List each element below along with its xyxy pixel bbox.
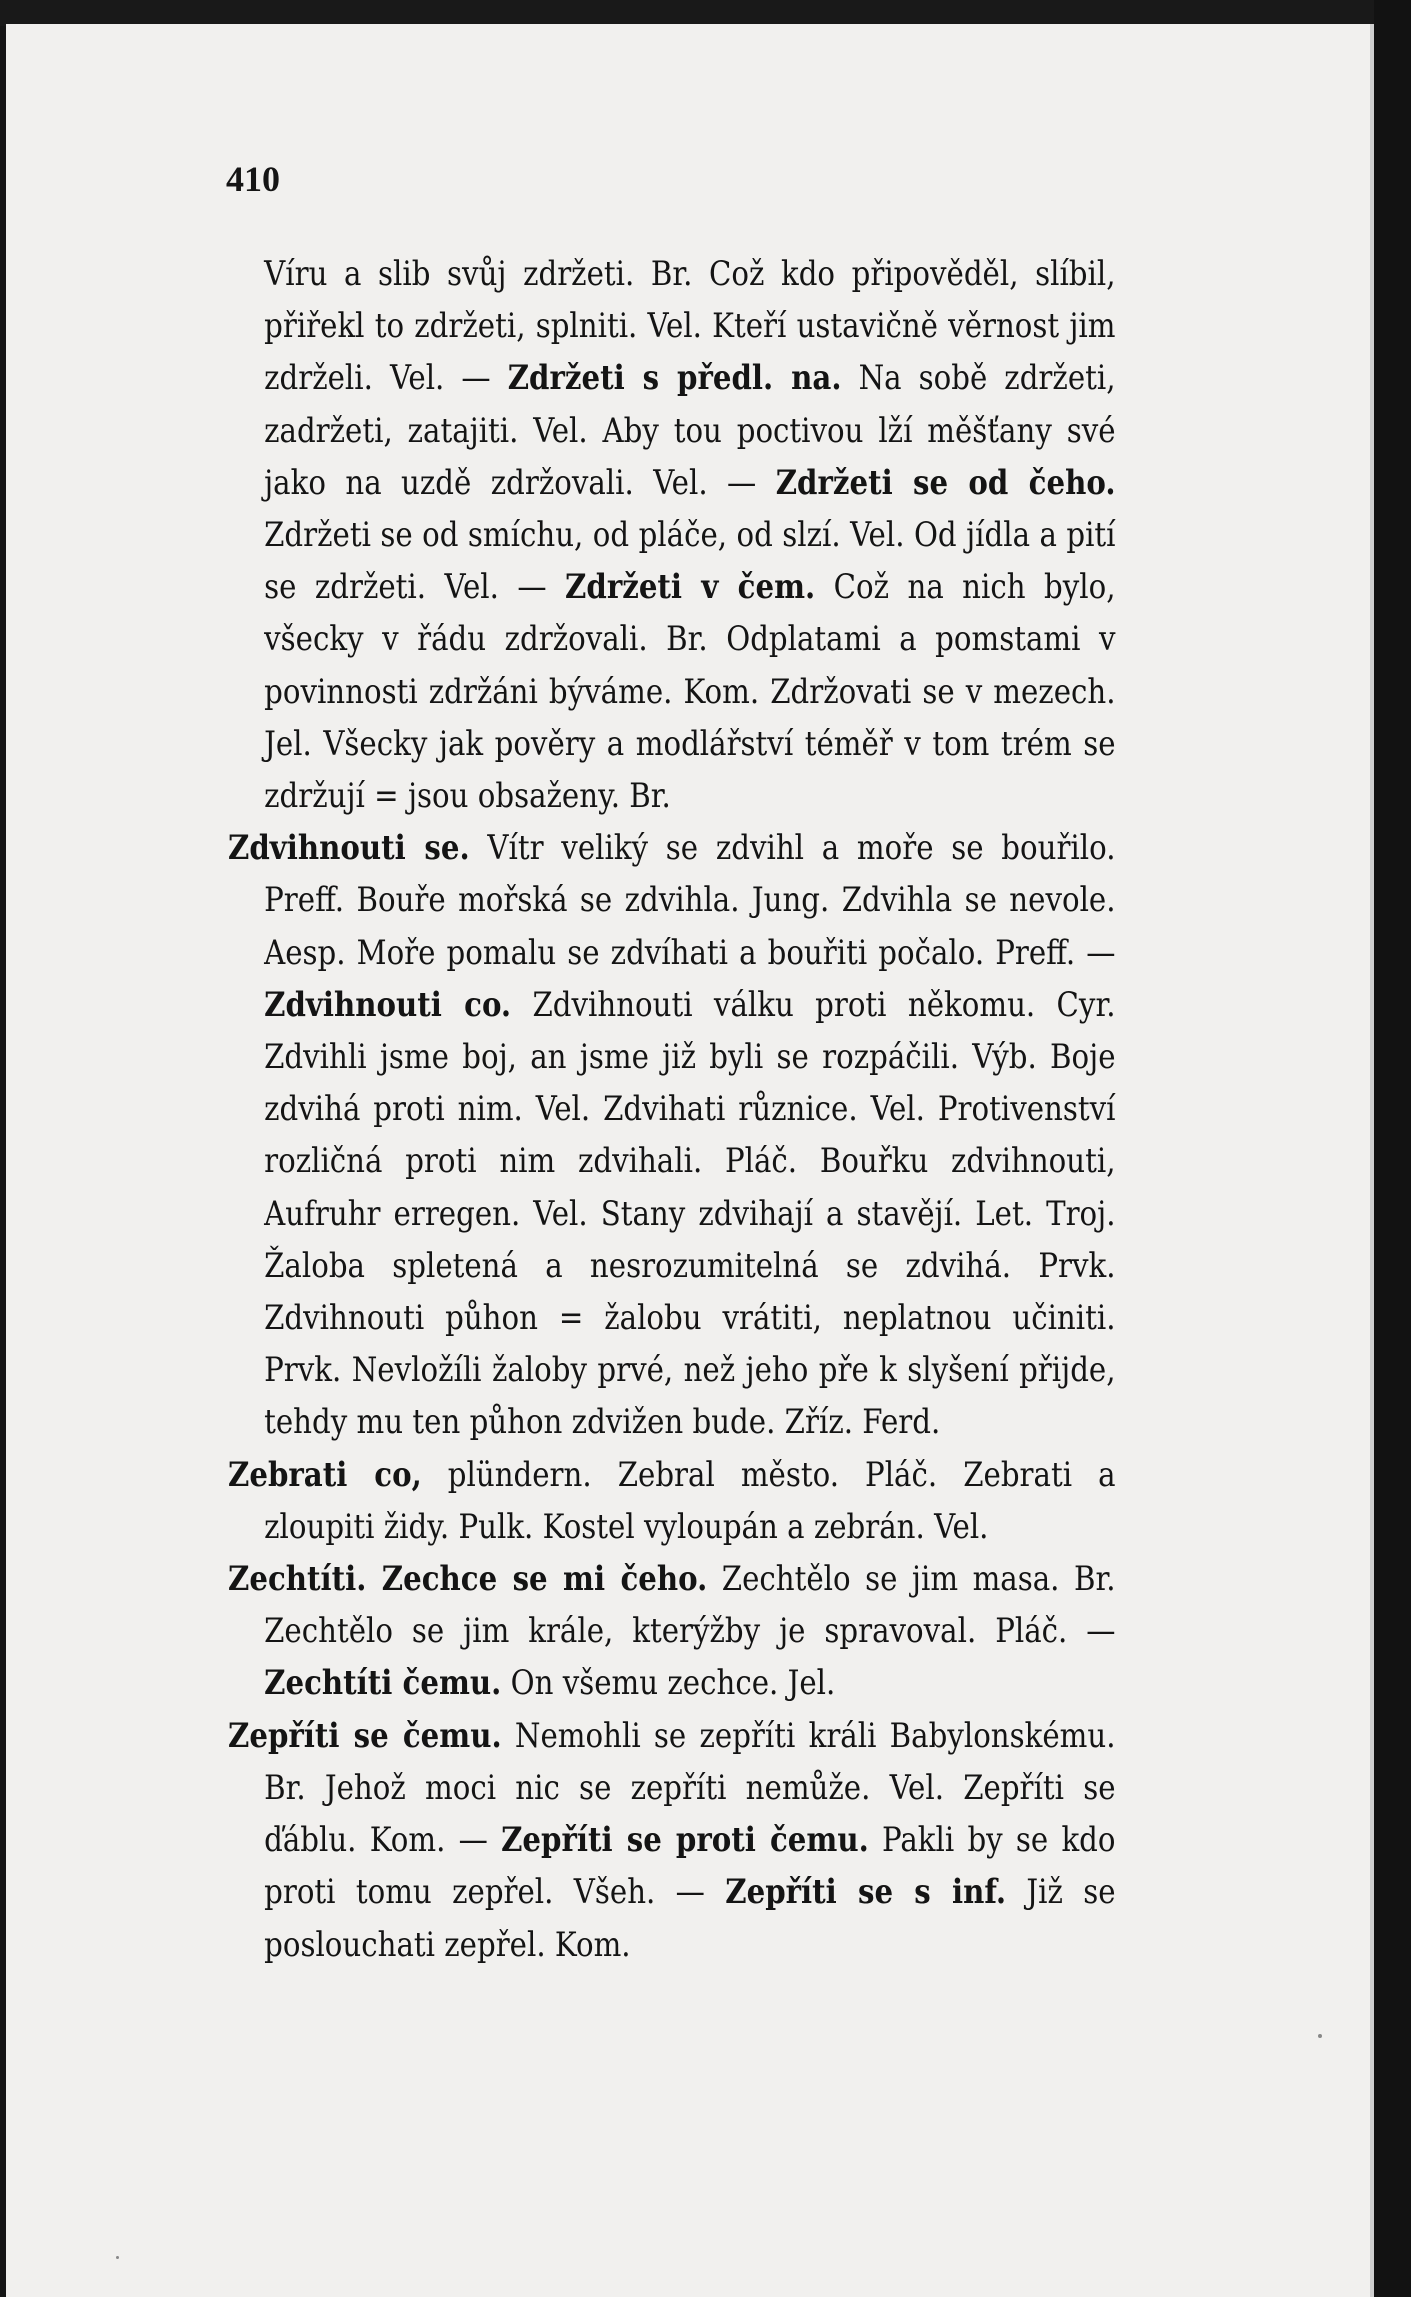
entry-headword: Zdvihnouti se. (228, 828, 470, 869)
entry-text: On všemu zechce. Jel. (501, 1663, 836, 1704)
entry-headword: Zebrati co, (228, 1454, 422, 1495)
entry-headword: Zechtíti čemu. (264, 1663, 502, 1704)
entry-text: Nemohli se zepříti králi Babylonskému. Br. Jehož moci nic se zepříti nemůže. Vel. Zepříti se ďáblu. Kom. — (264, 1715, 1116, 1861)
entry-text: Zdržeti se od smíchu, od pláče, od slzí. Vel. Od jídla a pití se zdržeti. Vel. — (264, 515, 1116, 608)
entry-headword: Zechtíti. Zechce se mi čeho. (228, 1559, 708, 1600)
entry-text: Víru a slib svůj zdržeti. Br. Což kdo připověděl, slíbil, přiřekl to zdržeti, splniti. Vel. Kteří ustavičně věrnost jim zdrželi. Vel. — (264, 254, 1116, 399)
entry-text: Již se poslouchati zepřel. Kom. (264, 1872, 1116, 1965)
scan-speck (1318, 2034, 1322, 2038)
scan-right-edge (1374, 0, 1411, 2297)
scan-speck (116, 2256, 119, 2259)
entry-headword: Zdržeti v čem. (565, 567, 816, 608)
dictionary-text (228, 248, 1116, 1971)
page-number: 410 (226, 159, 280, 199)
entry-headword: Zepříti se čemu. (228, 1715, 502, 1756)
dictionary-entry (228, 1553, 1116, 1710)
entry-text: Pakli by se kdo proti tomu zepřel. Všeh. — (264, 1820, 1116, 1913)
dictionary-entry (228, 248, 1116, 822)
entry-headword: Zdvihnouti co. (264, 984, 512, 1025)
entry-text: Na sobě zdržeti, zadržeti, zatajiti. Vel. Aby tou poctivou lží měšťany své jako na uzdě zdržovali. Vel. — (264, 358, 1116, 503)
entry-headword: Zdržeti s předl. na. (507, 358, 842, 399)
entry-headword: Zepříti se s inf. (725, 1872, 1007, 1913)
entry-text: Vítr veliký se zdvihl a moře se bouřilo. Preff. Bouře mořská se zdvihla. Jung. Zdvihla se nevole. Aesp. Moře pomalu se zdvíhati a bouřiti počalo. Preff. — (264, 828, 1116, 973)
scan-top-edge (0, 0, 1411, 26)
entry-headword: Zepříti se proti čemu. (501, 1820, 869, 1861)
entry-text: Což na nich bylo, všecky v řádu zdržovali. Br. Odplatami a pomstami v povinnosti zdržáni býváme. Kom. Zdržovati se v mezech. Jel. Všecky jak pověry a modlářství téměř v tom trém se zdržují = jsou obsaženy. Br. (264, 567, 1116, 817)
entry-text: Zdvihnouti válku proti někomu. Cyr. Zdvihli jsme boj, an jsme již byli se rozpáčili. Výb. Boje zdvihá proti nim. Vel. Zdvihati různice. Vel. Protivenství rozličná proti nim zdvihali. Pláč. Bouřku zdvihnouti, Aufruhr erregen. Vel. Stany zdvihají a stavějí. Let. Troj. Žaloba spletená a nesrozumitelná se zdvihá. Prvk. Zdvihnouti půhon = žalobu vrátiti, neplatnou učiniti. Prvk. Nevložíli žaloby prvé, než jeho pře k slyšení přijde, tehdy mu ten půhon zdvižen bude. Zříz. Ferd. (264, 984, 1116, 1443)
entry-headword: Zdržeti se od čeho. (775, 462, 1116, 503)
dictionary-entry (228, 822, 1116, 1448)
dictionary-entry (228, 1710, 1116, 1971)
entry-text: Zechtělo se jim masa. Br. Zechtělo se jim krále, kterýžby je spravoval. Pláč. — (264, 1559, 1116, 1652)
entry-text: plündern. Zebral město. Pláč. Zebrati a zloupiti židy. Pulk. Kostel vyloupán a zebrán. Vel. (264, 1454, 1116, 1547)
dictionary-entry (228, 1449, 1116, 1553)
